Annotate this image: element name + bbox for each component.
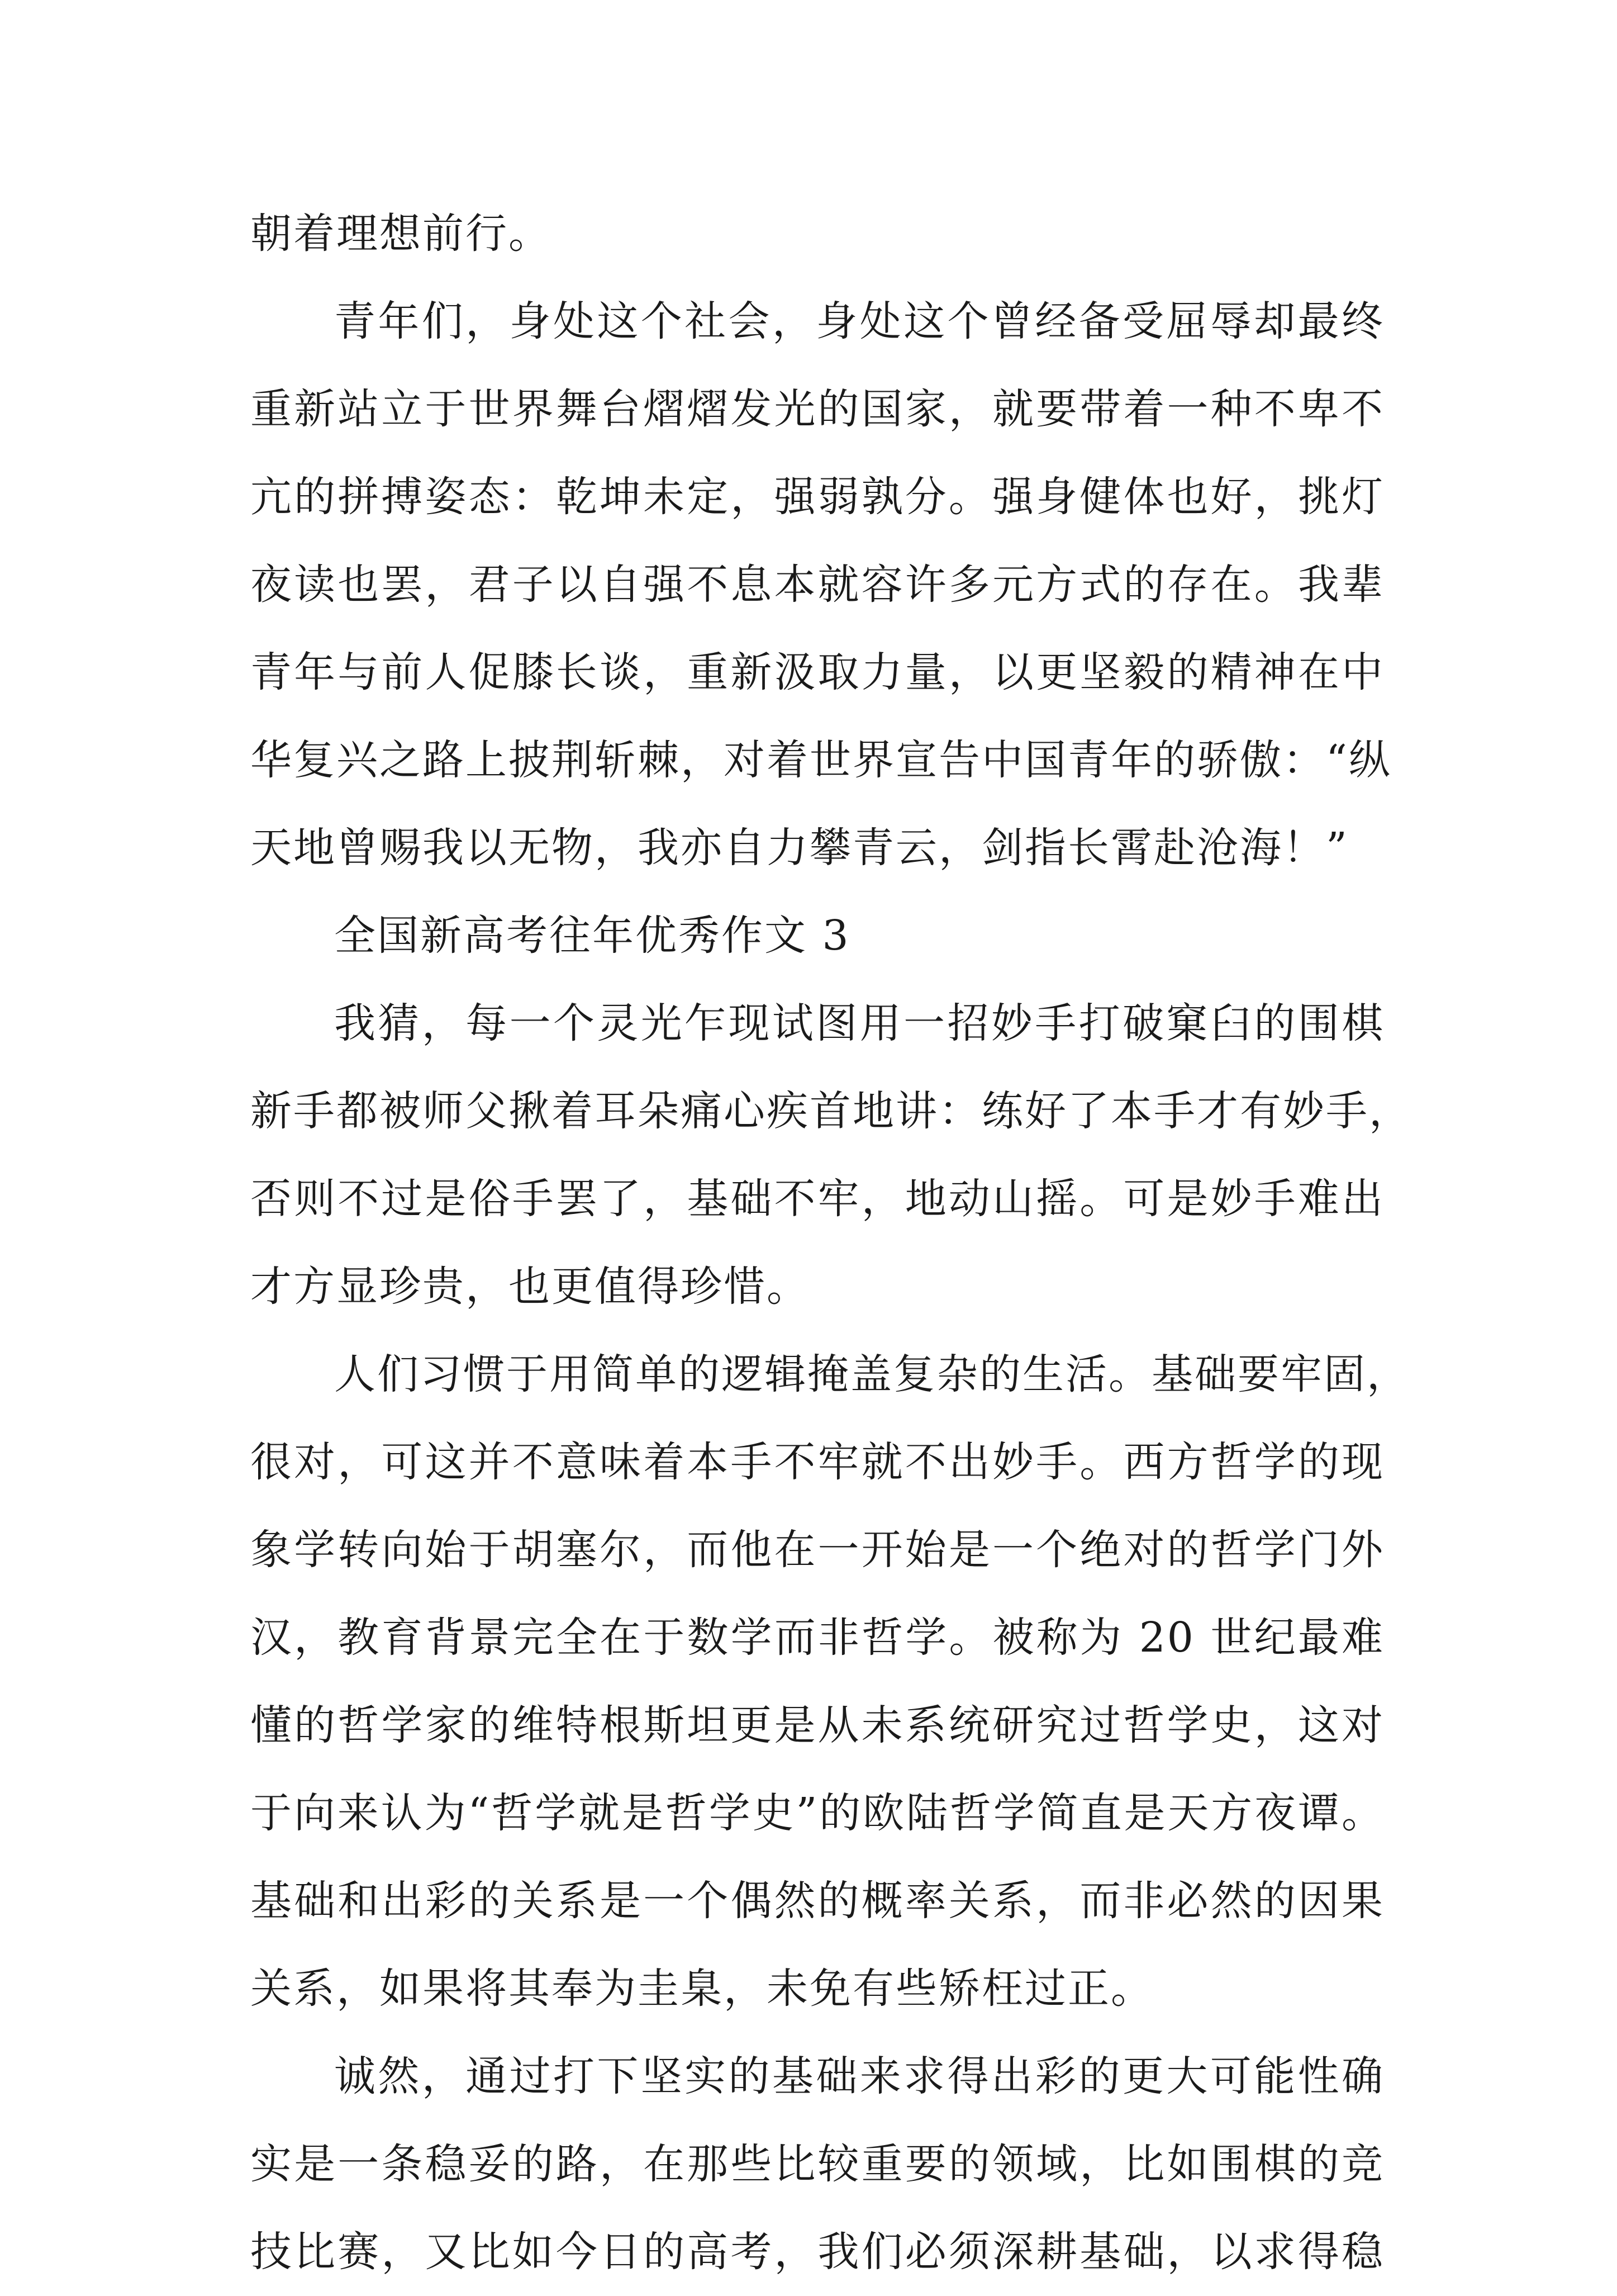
text-line: 否则不过是俗手罢了，基础不牢，地动山摇。可是妙手难出 [250, 1175, 1385, 1223]
text-line: 夜读也罢，君子以自强不息本就容许多元方式的存在。我辈 [250, 561, 1385, 609]
text-line: 象学转向始于胡塞尔，而他在一开始是一个绝对的哲学门外 [250, 1526, 1385, 1574]
text-line: 青年们，身处这个社会，身处这个曾经备受屈辱却最终 [334, 297, 1385, 345]
text-line: 华复兴之路上披荆斩棘，对着世界宣告中国青年的骄傲：“纵 [250, 736, 1392, 784]
text-line: 汉，教育背景完全在于数学而非哲学。被称为 20 世纪最难 [250, 1614, 1385, 1662]
text-line: 重新站立于世界舞台熠熠发光的国家，就要带着一种不卑不 [250, 385, 1385, 433]
text-line: 才方显珍贵，也更值得珍惜。 [250, 1263, 810, 1311]
text-line: 基础和出彩的关系是一个偶然的概率关系，而非必然的因果 [250, 1877, 1385, 1925]
text-line: 我猜，每一个灵光乍现试图用一招妙手打破窠臼的围棋 [334, 999, 1385, 1047]
text-line: 人们习惯于用简单的逻辑掩盖复杂的生活。基础要牢固， [334, 1350, 1410, 1398]
text-line: 朝着理想前行。 [250, 210, 551, 258]
text-line: 诚然，通过打下坚实的基础来求得出彩的更大可能性确 [334, 2052, 1385, 2100]
text-line: 亢的拼搏姿态：乾坤未定，强弱孰分。强身健体也好，挑灯 [250, 473, 1385, 521]
text-line: 技比赛，又比如今日的高考，我们必须深耕基础，以求得稳 [250, 2228, 1385, 2276]
text-line: 懂的哲学家的维特根斯坦更是从未系统研究过哲学史，这对 [250, 1701, 1385, 1749]
text-line: 青年与前人促膝长谈，重新汲取力量，以更坚毅的精神在中 [250, 648, 1385, 696]
essay-body [250, 190, 1412, 2296]
text-line: 于向来认为“哲学就是哲学史”的欧陆哲学简直是天方夜谭。 [250, 1789, 1385, 1837]
text-line: 关系，如果将其奉为圭臬，未免有些矫枉过正。 [250, 1965, 1154, 2013]
text-line: 天地曾赐我以无物，我亦自力攀青云，剑指长霄赴沧海！” [250, 824, 1349, 872]
text-line: 新手都被师父揪着耳朵痛心疾首地讲：练好了本手才有妙手， [250, 1087, 1412, 1135]
text-line: 实是一条稳妥的路，在那些比较重要的领域，比如围棋的竞 [250, 2140, 1385, 2188]
text-line: 全国新高考往年优秀作文 3 [334, 912, 850, 960]
text-line: 很对，可这并不意味着本手不牢就不出妙手。西方哲学的现 [250, 1438, 1385, 1486]
